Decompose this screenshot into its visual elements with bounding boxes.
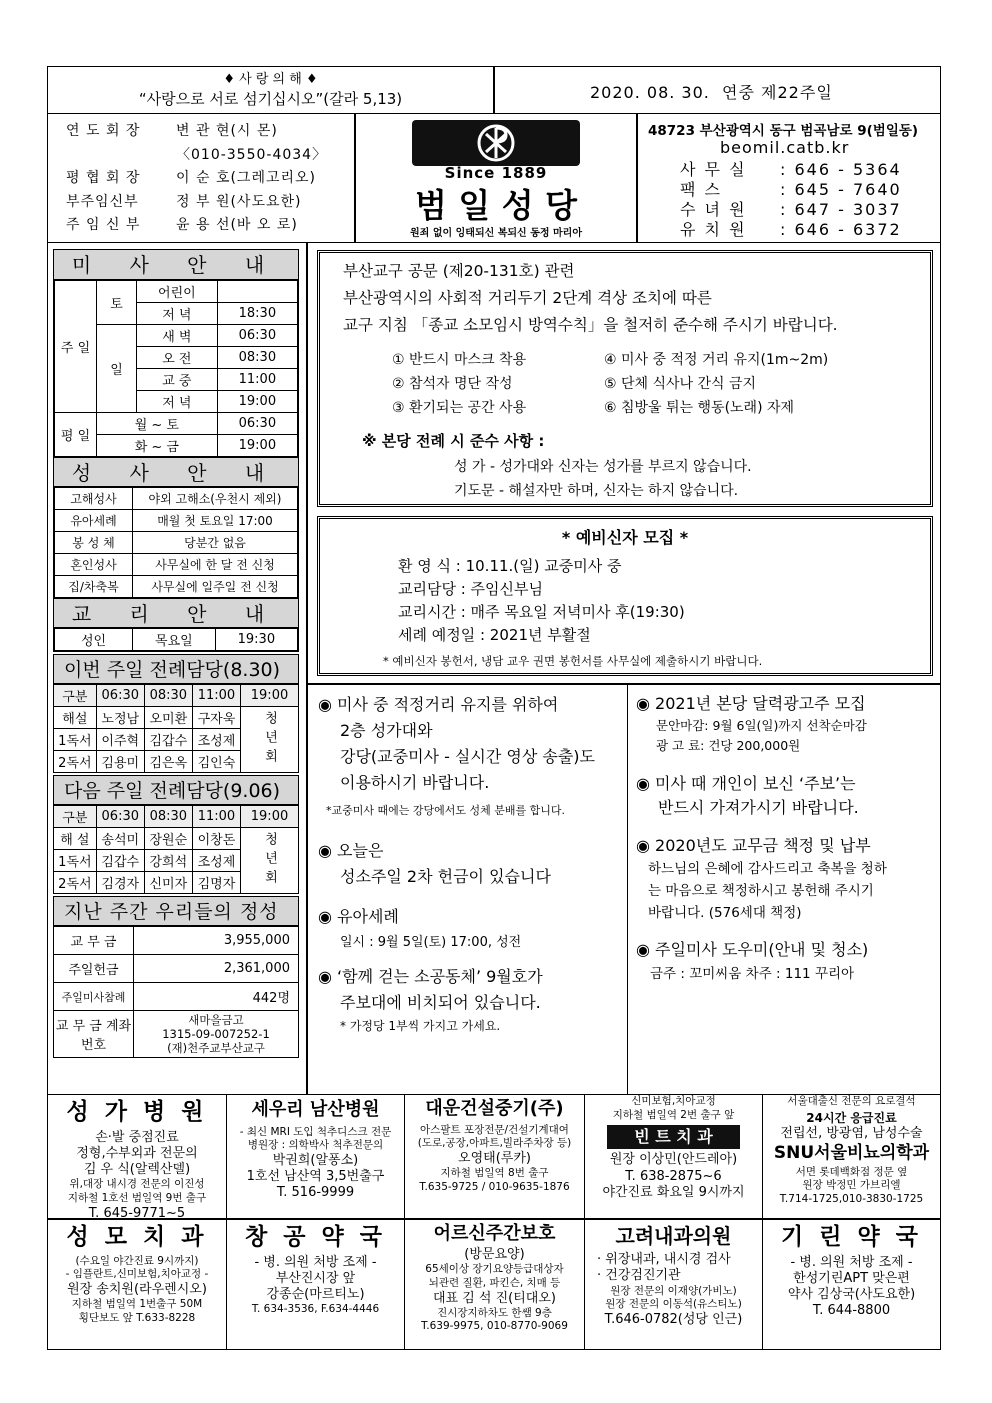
phone-row: 팩 스 : 645 - 7640 bbox=[680, 180, 902, 199]
church-subtitle: 원죄 없이 잉태되신 복되신 동정 마리아 bbox=[410, 228, 582, 239]
liturgy-rules-title: ※ 본당 전례 시 준수 사항 : bbox=[362, 432, 545, 450]
ad-card: 대운건설중기(주) 아스팔트 포장전문/건설기계대여 (도로,공장,아파트,빌라주차장 등) 오영태(루카) 지하철 범일역 8번 출구 T.635-9725 / 010-9635-1876 bbox=[405, 1095, 585, 1218]
phone-row: 유 치 원 : 646 - 6372 bbox=[680, 220, 902, 239]
account-info: 새마을금고 1315-09-007252-1 (재)천주교부산교구 bbox=[134, 1011, 299, 1058]
website: beomil.catb.kr bbox=[720, 138, 850, 157]
news-item: ◉ 미사 때 개인이 보신 ‘주보’는 반드시 가져가시기 바랍니다. bbox=[636, 774, 859, 817]
since-label: Since 1889 bbox=[444, 164, 548, 182]
motto-small: ♦ 사 랑 의 해 ♦ bbox=[223, 72, 318, 87]
mass-title: 미 사 안 내 bbox=[54, 250, 298, 280]
sacraments-title: 성 사 안 내 bbox=[54, 457, 298, 487]
sun-label: 주 일 bbox=[55, 281, 97, 413]
catechism-title: 교 리 안 내 bbox=[54, 598, 298, 628]
liturgy-next-title: 다음 주일 전례담당(9.06) bbox=[53, 775, 299, 805]
news-item: ◉ 오늘은 성소주일 2차 헌금이 있습니다 bbox=[318, 841, 551, 886]
news-top-rule bbox=[307, 683, 941, 685]
youth-label: 청년회 bbox=[241, 707, 299, 773]
liturgy-this-table: 구분 06:30 08:30 11:00 19:00 해설 노정남 오미환 구자욱 청년회 1독서 이주혁 김갑수 조성제 2독서 김용미 김은옥 김인숙 bbox=[53, 684, 299, 773]
phone-list bbox=[680, 160, 902, 240]
sacraments-table: 고해성사 야외 고해소(우천시 제외) 유아세례 매월 첫 토요일 17:00 봉 성 체 당분간 없음 혼인성사 사무실에 한 달 전 신청 집/차축복 사무실에 일주일 전 신청 bbox=[54, 487, 298, 598]
news-item: ◉ 유아세례 일시 : 9월 5일(토) 17:00, 성전 bbox=[318, 907, 522, 950]
offering-title: 지난 주간 우리들의 정성 bbox=[53, 896, 299, 926]
right-news bbox=[636, 692, 936, 986]
liturgy-next-table: 구분 06:30 08:30 11:00 19:00 해 설 송석미 장원순 이창돈 청년회 1독서 김갑수 강희석 조성제 2독서 김경자 신미자 김명자 bbox=[53, 805, 299, 894]
ad-card: 창 공 약 국 - 병. 의원 처방 조제 - 부산진시장 앞 강종순(마르티노) T. 634-3536, F.634-4446 bbox=[227, 1220, 405, 1349]
mass-section bbox=[53, 249, 299, 652]
left-news bbox=[318, 692, 623, 1036]
phone-row: 수 녀 원 : 647 - 3037 bbox=[680, 200, 902, 219]
ad-card: 성 가 병 원 손·발 중점진료 정형,수부외과 전문의 김 우 식(알렉산델) 위,대장 내시경 전문의 이진성 지하철 1호선 범일역 9번 출구 T. 645-9771~5 bbox=[48, 1095, 227, 1218]
catechumen-note: * 예비신자 봉헌서, 냉담 교우 권면 봉헌서를 사무실에 제출하시기 바랍니다. bbox=[383, 654, 763, 668]
church-logo bbox=[412, 120, 580, 166]
motto: “사랑으로 서로 섬기십시오”(갈라 5,13) bbox=[138, 90, 403, 108]
youth-label: 청년회 bbox=[241, 828, 299, 894]
news-item: ◉ ‘함께 걷는 소공동체’ 9월호가 주보대에 비치되어 있습니다. * 가정당 1부씩 가지고 가세요. bbox=[318, 967, 543, 1033]
church-name: 범 일 성 당 bbox=[415, 186, 577, 225]
offering-table: 교 무 금 3,955,000 주일헌금 2,361,000 주일미사참례 442명 교 무 금 계좌번호 새마을금고 1315-09-007252-1 (재)천주교부산교구 bbox=[53, 926, 299, 1058]
ad-card: 어르신주간보호 (방문요양) 65세이상 장기요양등급대상자 뇌관련 질환, 파킨슨, 치매 등 대표 김 석 진(티대오) 진시장지하차도 한쌤 9층 T.639-9975, 010-8770-9069 bbox=[405, 1220, 585, 1349]
officer-row: 〈010-3550-4034〉 bbox=[176, 146, 328, 163]
news-divider bbox=[627, 683, 628, 1095]
info-div2 bbox=[636, 113, 638, 243]
week: 연중 제22주일 bbox=[722, 83, 833, 102]
news-item: ◉ 주일미사 도우미(안내 및 청소) 금주 : 꼬미씨움 차주 : 111 꾸리아 bbox=[636, 940, 869, 982]
ad-card: 세우리 남산병원 - 최신 MRI 도입 척추디스크 전문 병원장 : 의학박사 척추전문의 박권희(알퐁소) 1호선 남산역 3,5번출구 T. 516-9999 bbox=[227, 1095, 405, 1218]
officer-row: 평 협 회 장 이 순 호(그레고리오) bbox=[66, 170, 317, 186]
officer-row: 주 임 신 부 윤 용 선(바 오 로) bbox=[66, 217, 298, 233]
catechumen-lines: 환 영 식 : 10.11.(일) 교중미사 중 교리담당 : 주임신부님 교리시간 : 매주 목요일 저녁미사 후(19:30) 세례 예정일 : 2021년 부활절 bbox=[398, 557, 685, 644]
phone-row: 사 무 실 : 646 - 5364 bbox=[680, 160, 902, 179]
liturgy-rules: 성 가 - 성가대와 신자는 성가를 부르지 않습니다. 기도문 - 해설자만 하며, 신자는 하지 않습니다. bbox=[454, 459, 752, 499]
news-item: ◉ 2021년 본당 달력광고주 모집 문안마감: 9월 6일(일)까지 선착순마감 광 고 료: 건당 200,000원 bbox=[636, 694, 867, 753]
day-label: 일 bbox=[97, 325, 137, 413]
ad-card: 고려내과의원 · 위장내과, 내시경 검사 · 건강검진기관 원장 전문의 이재양(가비노) 원장 전문의 이동석(유스티노) T.646-0782(성당 인근) bbox=[585, 1220, 763, 1349]
covid-rules: ① 반드시 마스크 착용 ④ 미사 중 적정 거리 유지(1m~2m) ② 참석자 명단 작성 ⑤ 단체 식사나 간식 금지 ③ 환기되는 공간 사용 ⑥ 침방울 튀는 행동(노래) 자제 bbox=[392, 352, 829, 416]
bulletin-date bbox=[590, 80, 833, 103]
officers-list bbox=[66, 120, 356, 238]
catechism-table: 성인 목요일 19:30 bbox=[54, 628, 298, 651]
address: 48723 부산광역시 동구 범곡남로 9(범일동) bbox=[648, 123, 919, 139]
chi-rho-icon bbox=[412, 120, 580, 166]
ad-card: 신미보험,치아교정 지하철 범일역 2번 출구 앞 빈 트 치 과 원장 이상민(안드레아) T. 638-2875~6 야간진료 화요일 9시까지 bbox=[585, 1095, 763, 1218]
catechumen-title: * 예비신자 모집 * bbox=[561, 528, 689, 547]
left-column bbox=[53, 249, 299, 1058]
sat-label: 토 bbox=[97, 281, 137, 325]
header-divider bbox=[493, 66, 495, 114]
news-item: ◉ 미사 중 적정거리 유지를 위하여 2층 성가대와 강당(교중미사 - 실시간 영상 송출)도 이용하시기 바랍니다. *교중미사 때에는 강당에서도 성체 분배를 합니다. bbox=[318, 695, 595, 817]
officer-row: 연 도 회 장 변 관 현(시 몬) bbox=[66, 123, 278, 139]
mass-table: 주 일 토 어린이 저 녁 18:30 일 새 벽 06:30 오 전 08:30 교 중 11:00 저 녁 19:00 평 일 월 ~ 토 06:30 화 ~ 금 19:00 bbox=[54, 280, 298, 457]
account-label: 교 무 금 계좌번호 bbox=[54, 1011, 134, 1058]
ad-card: 서울대출신 전문의 요로결석 24시간 응급진료 전립선, 방광염, 남성수술 SNU서울비뇨의학과 서면 롯데백화점 정문 옆 원장 박정민 가브리엘 T.714-1725,010-3830-1725 bbox=[773, 1095, 930, 1205]
news-item: ◉ 2020년도 교무금 책정 및 납부 하느님의 은혜에 감사드리고 축복을 청하 는 마음으로 책정하시고 봉헌해 주시기 바랍니다. (576세대 책정) bbox=[636, 836, 887, 921]
covid-notice-text: 부산교구 공문 (제20-131호) 관련 부산광역시의 사회적 거리두기 2단계 격상 조치에 따른 교구 지침 「종교 소모임시 방역수칙」을 철저히 준수해 주시기 바랍니다. bbox=[343, 262, 838, 334]
ad-card: 성 모 치 과 (수요일 야간진료 9시까지) - 임플란트,신미보험,치아교정 - 원장 송치원(라우렌시오) 지하철 범일역 1번출구 50M 횡단보도 앞 T.633-8228 bbox=[48, 1220, 227, 1349]
date: 2020. 08. 30. bbox=[590, 83, 710, 102]
main-divider bbox=[306, 242, 308, 1095]
officer-row: 부주임신부 정 부 원(사도요한) bbox=[66, 193, 302, 210]
liturgy-this-title: 이번 주일 전례담당(8.30) bbox=[53, 654, 299, 684]
weekday-label: 평 일 bbox=[55, 413, 97, 457]
ad-card: 기 린 약 국 - 병. 의원 처방 조제 - 한성기린APT 맞은편 약사 김상국(사도요한) T. 644-8800 bbox=[781, 1224, 922, 1319]
